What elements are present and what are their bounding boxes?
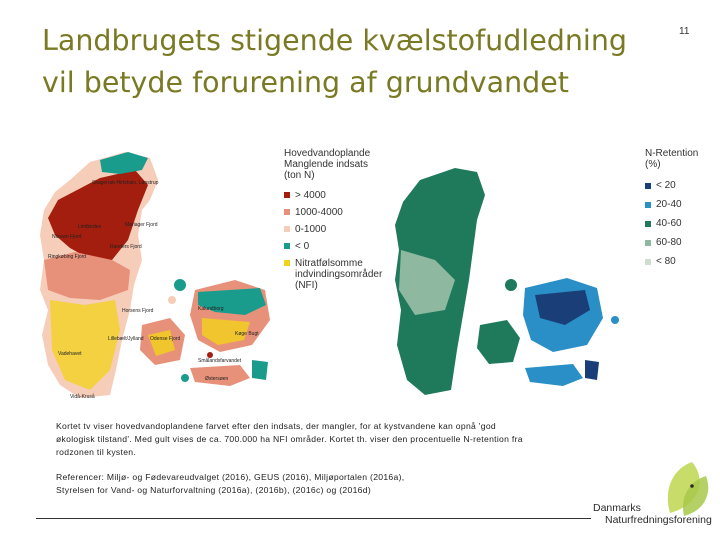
legend-swatch [284, 260, 290, 266]
legend-item: 60-80 [645, 237, 715, 248]
map-place-label: Mariager Fjord [125, 222, 158, 228]
falster-shape [585, 360, 599, 380]
map-place-label: Lillebælt/Jylland [108, 336, 144, 342]
map-place-label: Randers Fjord [110, 244, 142, 250]
legend-swatch [284, 209, 290, 215]
map-place-label: Vadehavet [58, 351, 82, 357]
right-legend-title: N-Retention (%) [645, 148, 699, 170]
island-marker [168, 296, 176, 304]
island-marker [181, 374, 189, 382]
slide-title: Landbrugets stigende kvælstofudledning vil betyde forurening af grundvandet [42, 24, 627, 99]
left-legend-title: Hovedvandoplande Manglende indsats (ton N) [284, 148, 371, 181]
island-marker [174, 279, 186, 291]
legend-swatch [284, 226, 290, 232]
legend-swatch [284, 243, 290, 249]
map-place-label: Skagerrak-Hirtshals, Lønstrup [92, 180, 159, 186]
map-place-label: Vidå-Kruså [70, 394, 95, 400]
legend-item: 20-40 [645, 199, 715, 210]
legend-item: 0-1000 [284, 224, 414, 235]
island-marker [611, 316, 619, 324]
legend-item: 1000-4000 [284, 207, 414, 218]
legend-item: Nitratfølsomme indvindingsområder (NFI) [284, 258, 414, 291]
island-marker [505, 279, 517, 291]
legend-item: < 80 [645, 256, 715, 267]
map-place-label: Kalundborg [198, 306, 224, 312]
legend-item: < 20 [645, 180, 715, 191]
footer-rule [36, 518, 591, 519]
map-place-label: Ringkøbing Fjord [48, 254, 87, 260]
legend-swatch [645, 202, 651, 208]
map-place-label: Odense Fjord [150, 336, 181, 342]
map-place-label: Smålandsfarvandet [198, 358, 242, 364]
organization-logo-text [593, 502, 712, 526]
right-map-legend [645, 148, 715, 275]
map-place-label: Limfjorden [78, 224, 102, 230]
legend-swatch [284, 192, 290, 198]
map-place-label: Østersøen [205, 376, 229, 382]
falster-shape [252, 360, 268, 380]
map-place-label: Nissum Fjord [52, 234, 82, 240]
legend-item: > 4000 [284, 190, 414, 201]
references: Referencer: Miljø- og Fødevareudvalget (2016), GEUS (2016), Miljøportalen (2016a), Styrelsen for Vand- og Naturforvaltning (2016a), (2016b), (2016c) og (2016d) [56, 472, 405, 495]
lolland-shape [525, 364, 583, 386]
figure-caption: Kortet tv viser hovedvandoplandene farvet efter den indsats, der mangler, for at kystvandene kan opnå 'god økologisk tilstand'. Med gult vises de ca. 700.000 ha NFI områder. Kortet th. viser den procentuelle N-retention fra rodzonen til kysten. [56, 421, 523, 457]
legend-swatch [645, 240, 651, 246]
legend-swatch [645, 259, 651, 265]
legend-item: 40-60 [645, 218, 715, 229]
legend-item: < 0 [284, 241, 414, 252]
funen-shape [477, 320, 520, 364]
legend-swatch [645, 183, 651, 189]
map-place-label: Køge Bugt [235, 331, 259, 337]
left-denmark-map [30, 140, 320, 410]
legend-swatch [645, 221, 651, 227]
map-place-label: Horsens Fjord [122, 308, 154, 314]
logo-line-2: Naturfredningsforening [605, 514, 712, 526]
slide-number: 11 [679, 26, 690, 37]
right-denmark-map [385, 140, 645, 410]
logo-line-1: Danmarks [593, 502, 641, 514]
